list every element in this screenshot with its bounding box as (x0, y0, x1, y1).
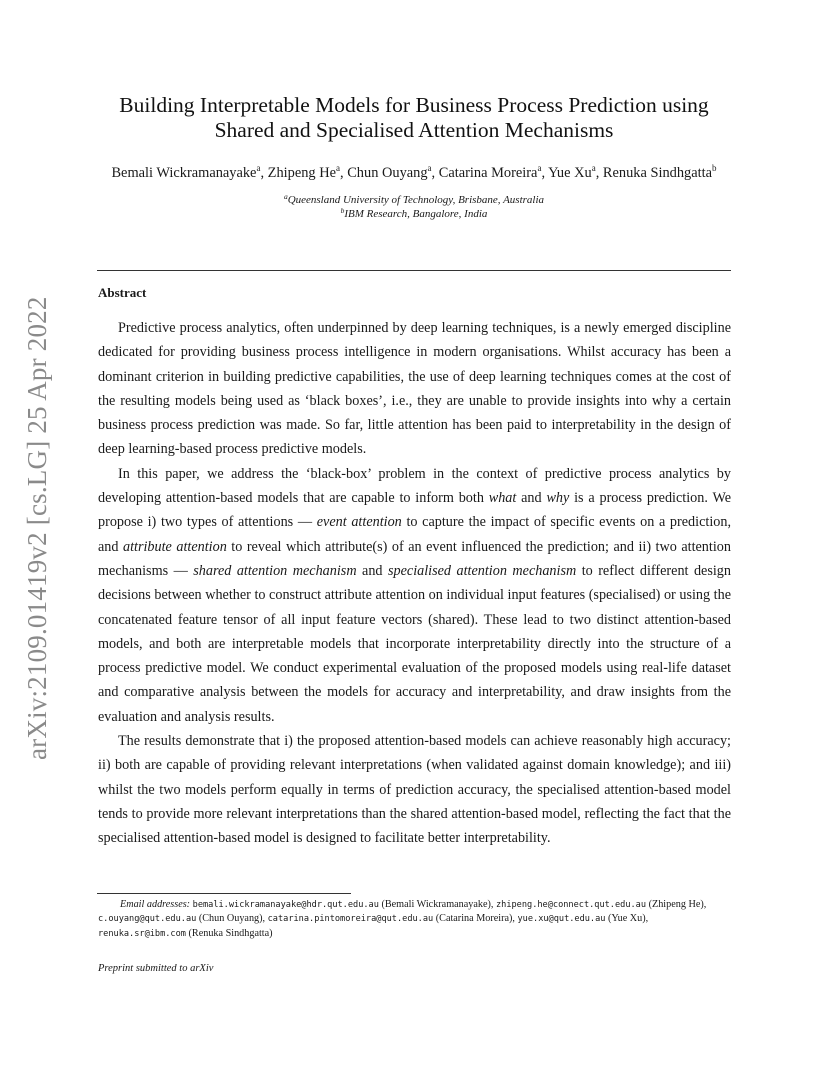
text-run: to reflect different design decisions between whether to construct attribute attention on individual input features (specialised) or using the concatenated feature tensor of all input feature vectors (shared). These lead to two distinct attention-based models, and both are interpretable models that incorporate interpretability directly into the structure of a process predictive model. We conduct experimental evaluation of the proposed models using real-life dataset and comparative analysis between the models for accuracy and interpretability, and draw insights from the evaluation and analysis results. (98, 562, 731, 725)
emphasis-event-attention: event attention (316, 514, 402, 531)
author-affiliation-mark: b (712, 163, 717, 173)
text-run: and (516, 490, 547, 507)
abstract-paragraph-1: Predictive process analytics, often underpinned by deep learning techniques, is a newly emerged discipline dedicated for providing business process intelligence in modern organisations. Whilst accuracy has been a dominant criterion in building predictive capabilities, the use of deep learning techniques comes at the cost of the resulting models being used as ‘black boxes’, i.e., they are unable to provide insights into why a certain business process prediction was made. So far, little attention has been paid to interpretability in the design of deep learning-based process predictive models. (98, 320, 731, 458)
affiliation-b (98, 207, 730, 221)
author-name: Yue Xu (548, 165, 592, 181)
email-link[interactable]: yue.xu@qut.edu.au (517, 914, 606, 925)
email-link[interactable]: zhipeng.he@connect.qut.edu.au (495, 900, 647, 910)
text-run: and (356, 562, 388, 579)
email-link[interactable]: bemali.wickramanayake@hdr.qut.edu.au (192, 900, 379, 910)
email-owner: (Bemali Wickramanayake) (381, 899, 491, 910)
email-owner: (Renuka Sindhgatta) (188, 927, 273, 939)
author-name: Catarina Moreira (438, 165, 538, 181)
emphasis-what: what (488, 490, 517, 507)
text-run: to reveal which attribute(s) of an event influenced the prediction; and ii) two attention mechanisms — (98, 538, 731, 579)
title-line-2: Shared and Specialised Attention Mechanisms (214, 118, 614, 142)
emphasis-specialised-attention: specialised attention mechanism (387, 562, 577, 579)
email-owner: (Catarina Moreira) (435, 913, 513, 925)
paper-title (98, 93, 730, 143)
author-name: Renuka Sindhgatta (602, 165, 713, 181)
title-line-1: Building Interpretable Models for Business Process Prediction using (119, 93, 709, 117)
header-divider (97, 270, 731, 271)
author-affiliation-mark: a (537, 163, 542, 173)
text-run: is a process prediction. We propose i) two types of attentions — (98, 490, 731, 531)
author-name: Chun Ouyang (347, 165, 428, 181)
abstract-paragraph-2 (98, 462, 731, 729)
author-affiliation-mark: a (256, 163, 261, 173)
author-affiliation-mark: a (427, 163, 432, 173)
email-link[interactable]: renuka.sr@ibm.com (98, 928, 186, 939)
affiliation-a (98, 193, 730, 207)
emphasis-attribute-attention: attribute attention (122, 538, 227, 555)
author-affiliation-mark: a (591, 163, 596, 173)
affiliation-text: Queensland University of Technology, Brisbane, Australia (287, 194, 545, 206)
email-owner: (Zhipeng He) (648, 899, 704, 910)
author-name: Bemali Wickramanayake (111, 165, 257, 181)
author-name: Zhipeng He (267, 165, 336, 181)
affiliation-text: IBM Research, Bangalore, India (344, 208, 488, 220)
email-owner: (Yue Xu) (608, 913, 646, 925)
affiliations (98, 193, 730, 221)
affiliation-mark: b (340, 206, 345, 215)
footnote-label: Email addresses: (120, 899, 191, 910)
emphasis-why: why (546, 490, 570, 507)
email-link[interactable]: catarina.pintomoreira@qut.edu.au (267, 914, 434, 925)
text-run: to capture the impact of specific events on a prediction, and (98, 514, 731, 555)
arxiv-identifier-stamp: arXiv:2109.01419v2 [cs.LG] 25 Apr 2022 (22, 296, 52, 760)
email-footnote: Email addresses: bemali.wickramanayake@hdr.qut.edu.au (Bemali Wickramanayake), zhipeng.he@connect.qut.edu.au (Zhipeng He), c.ouyang@qut.edu.au (Chun Ouyang), catarina.pintomoreira@qut.edu.au (Catarina Moreira), yue.xu@qut.edu.au (Yue Xu), renuka.sr@ibm.com (Renuka Sindhgatta) (98, 899, 707, 939)
abstract-heading: Abstract (98, 285, 147, 300)
abstract-body (98, 316, 731, 851)
author-list: Bemali Wickramanayake$^a$, Zhipeng He$^a$, Chun Ouyang$^a$, Catarina Moreira$^a$, Yue Xu$^a$, Renuka Sindhgatta$^b$ (111, 163, 717, 181)
abstract-paragraph-3: The results demonstrate that i) the proposed attention-based models can achieve reasonably high accuracy; ii) both are capable of providing relevant interpretations (when validated against domain knowledge); and iii) whilst the two models perform equally in terms of prediction accuracy, the specialised attention-based model tends to provide more relevant interpretations than the shared attention-based model, reflecting the fact that the specialised attention-based model is designed to facilitate better interpretability. (98, 733, 731, 847)
preprint-note: Preprint submitted to arXiv (98, 963, 214, 974)
email-owner: (Chun Ouyang) (198, 913, 263, 925)
email-link[interactable]: c.ouyang@qut.edu.au (98, 914, 197, 925)
affiliation-mark: a (283, 192, 288, 201)
footnote-divider (97, 893, 351, 894)
emphasis-shared-attention: shared attention mechanism (193, 562, 357, 579)
text-run: In this paper, we address the ‘black-box’ problem in the context of predictive process analytics by developing attention-based models that are capable to inform both (98, 465, 731, 507)
author-affiliation-mark: a (336, 163, 340, 173)
